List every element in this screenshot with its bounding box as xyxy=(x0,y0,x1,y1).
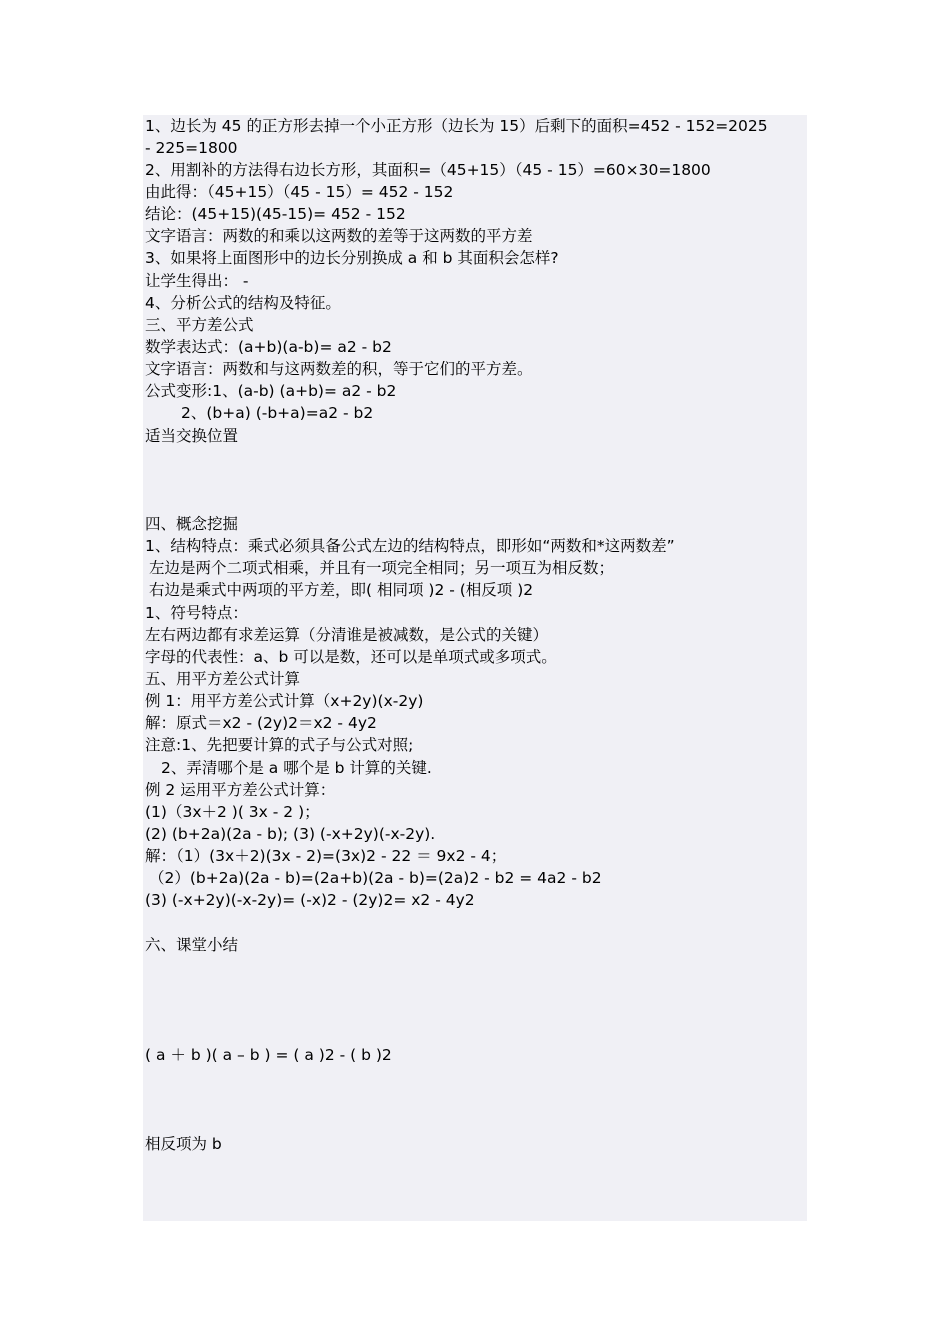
text-line: （2）(b+2a)(2a - b)=(2a+b)(2a - b)=(2a)2 - b2 = 4a2 - b2 xyxy=(149,869,602,887)
text-line: 文字语言：两数的和乘以这两数的差等于这两数的平方差 xyxy=(145,227,533,245)
text-line: 注意:1、先把要计算的式子与公式对照; xyxy=(145,736,414,754)
text-line: - 225=1800 xyxy=(145,139,238,157)
text-line: 公式变形:1、(a-b) (a+b)= a2 - b2 xyxy=(145,382,397,400)
text-line: 3、如果将上面图形中的边长分别换成 a 和 b 其面积会怎样? xyxy=(145,249,559,267)
text-line: 右边是乘式中两项的平方差，即( 相同项 )2 - (相反项 )2 xyxy=(149,581,534,599)
text-line: 让学生得出： - xyxy=(145,272,249,290)
text-line: 1、结构特点：乘式必须具备公式左边的结构特点，即形如“两数和*这两数差” xyxy=(145,537,675,555)
text-line: 例 1：用平方差公式计算（x+2y)(x-2y) xyxy=(145,692,424,710)
text-line: 左边是两个二项式相乘，并且有一项完全相同；另一项互为相反数； xyxy=(149,559,615,577)
text-line: 相反项为 b xyxy=(145,1135,222,1153)
text-line: 1、边长为 45 的正方形去掉一个小正方形（边长为 15）后剩下的面积=452 - 152=2025 xyxy=(145,117,768,135)
document-page xyxy=(143,115,807,1221)
text-line: 结论：(45+15)(45-15)= 452 - 152 xyxy=(145,205,406,223)
section-heading: 四、概念挖掘 xyxy=(145,515,239,533)
text-line: 2、用割补的方法得右边长方形，其面积=（45+15）（45 - 15）=60×30=1800 xyxy=(145,161,711,179)
text-line: (2) (b+2a)(2a - b); (3) (-x+2y)(-x-2y). xyxy=(145,825,436,843)
text-line: (1)（3x＋2 )( 3x - 2 )； xyxy=(145,803,320,821)
text-line: (3) (-x+2y)(-x-2y)= (-x)2 - (2y)2= x2 - 4y2 xyxy=(145,891,475,909)
formula-line: ( a ＋ b )( a – b ) = ( a )2 - ( b )2 xyxy=(145,1046,392,1064)
text-line: 2、(b+a) (-b+a)=a2 - b2 xyxy=(181,404,374,422)
text-line: 文字语言：两数和与这两数差的积，等于它们的平方差。 xyxy=(145,360,533,378)
text-line: 例 2 运用平方差公式计算： xyxy=(145,781,336,799)
section-heading: 五、用平方差公式计算 xyxy=(145,670,301,688)
section-heading: 三、平方差公式 xyxy=(145,316,254,334)
text-line: 4、分析公式的结构及特征。 xyxy=(145,294,341,312)
text-line: 字母的代表性：a、b 可以是数，还可以是单项式或多项式。 xyxy=(145,648,557,666)
text-line: 解：原式＝x2 - (2y)2＝x2 - 4y2 xyxy=(145,714,377,732)
text-line: 左右两边都有求差运算（分清谁是被减数，是公式的关键） xyxy=(145,626,549,644)
text-line: 数学表达式：(a+b)(a-b)= a2 - b2 xyxy=(145,338,392,356)
text-line: 适当交换位置 xyxy=(145,427,239,445)
text-line: 1、符号特点： xyxy=(145,604,248,622)
text-line: 2、弄清哪个是 a 哪个是 b 计算的关键. xyxy=(161,759,432,777)
text-line: 解：（1）(3x＋2)(3x - 2)=(3x)2 - 22 ＝ 9x2 - 4； xyxy=(145,847,507,865)
section-heading: 六、课堂小结 xyxy=(145,936,239,954)
text-line: 由此得：（45+15）（45 - 15）= 452 - 152 xyxy=(145,183,454,201)
